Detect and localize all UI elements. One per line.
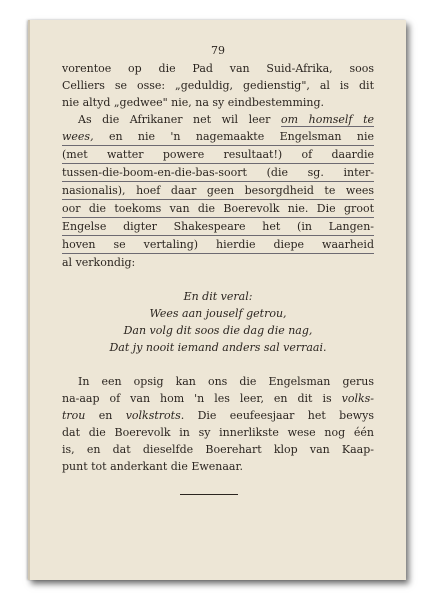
text-line: al verkondig: <box>62 256 136 269</box>
body-text <box>62 60 374 475</box>
text-line <box>62 390 374 407</box>
text-run: en nie 'n nagemaakte Engelsman nie <box>93 130 374 143</box>
section-divider <box>180 494 238 495</box>
paragraph-1 <box>62 60 374 111</box>
underlined-text-line: Engelse digter Shakespeare het (in Langen- <box>62 218 374 236</box>
text-line: dat die Boerevolk in sy innerlikste wese nog één <box>62 426 374 439</box>
text-line: vorentoe op die Pad van Suid-Afrika, soos <box>62 62 374 75</box>
poem-line: En dit veral: <box>183 290 253 303</box>
text-run: na-aap of van hom 'n les leer, en dit is <box>62 392 342 405</box>
paragraph-2 <box>62 111 374 271</box>
text-run: Die eeufeesjaar het bewys <box>184 409 374 422</box>
text-line: nie altyd „gedwee" nie, na sy eindbestemming. <box>62 96 325 109</box>
underlined-text-line: oor die toekoms van die Boerevolk nie. Die groot <box>62 200 374 218</box>
poem-line: Wees aan jouself getrou, <box>149 307 287 320</box>
underlined-text-line: (met watter powere resultaat!) of daardie <box>62 146 374 164</box>
italic-text: wees, <box>62 130 94 143</box>
italic-text: volkstrots. <box>125 409 185 422</box>
underlined-text-line: nasionalis), hoef daar geen besorgdheid te wees <box>62 182 374 200</box>
underlined-italic-text: om homself te <box>281 113 374 126</box>
poem-line: Dan volg dit soos die dag die nag, <box>123 324 313 337</box>
poem-line: Dat jy nooit iemand anders sal verraai. <box>109 341 327 354</box>
text-line: Celliers se osse: „geduldig, gedienstig", al is dit <box>62 79 374 92</box>
book-page <box>28 20 406 580</box>
text-line <box>62 407 374 424</box>
text-run: en <box>85 409 126 422</box>
spacer <box>62 356 374 373</box>
text-line: is, en dat dieselfde Boerehart klop van Kaap- <box>62 443 374 456</box>
text-run: As die Afrikaner net wil leer <box>78 113 281 126</box>
italic-text: volks- <box>341 392 374 405</box>
text-line: punt tot anderkant die Ewenaar. <box>62 460 244 473</box>
text-line: In een opsig kan ons die Engelsman gerus <box>78 375 374 388</box>
underlined-text-line: tussen-die-boom-en-die-bas-soort (die sg. inter- <box>62 164 374 182</box>
underlined-text-line <box>62 128 374 146</box>
page-number: 79 <box>211 44 225 57</box>
poem-quote <box>62 288 374 356</box>
text-line <box>62 111 374 128</box>
paragraph-3 <box>62 373 374 475</box>
underlined-text-line: hoven se vertaling) hierdie diepe waarheid <box>62 236 374 254</box>
italic-text: trou <box>62 409 86 422</box>
